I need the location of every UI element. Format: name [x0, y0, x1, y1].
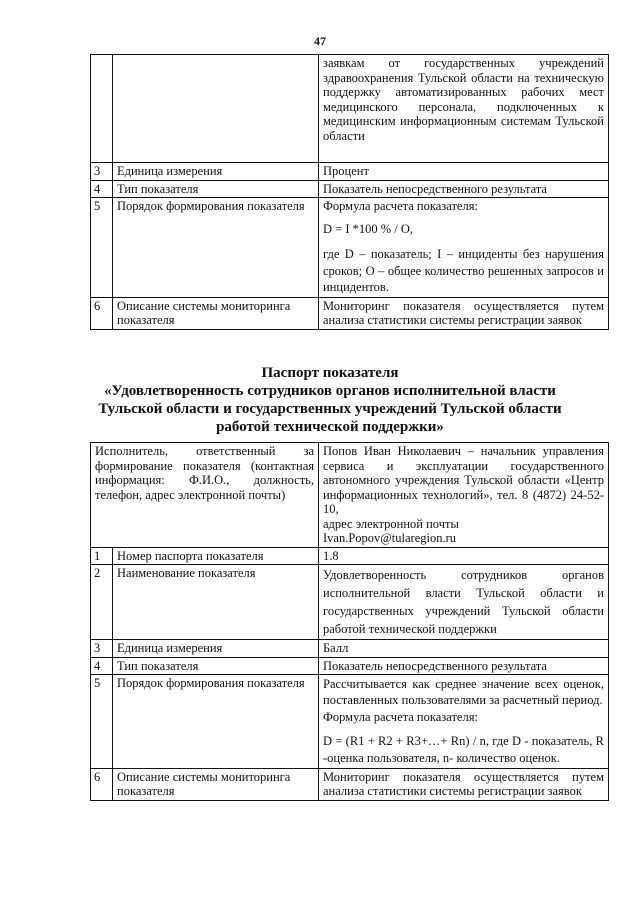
row-label: Описание системы мониторинга показателя — [113, 768, 319, 800]
table-row — [91, 768, 609, 800]
row-number: 6 — [91, 768, 113, 800]
calculation-description: Рассчитывается как среднее значение всех оценок, поставленных пользователями за расчетный период. — [323, 677, 604, 707]
row-number: 4 — [91, 657, 113, 675]
page-number: 47 — [314, 34, 326, 48]
formula-intro: Формула расчета показателя: — [323, 199, 478, 213]
table-row — [91, 198, 609, 298]
table-row — [91, 55, 609, 163]
row-label: Единица измерения — [113, 163, 319, 181]
table-row — [91, 163, 609, 181]
table-row — [91, 547, 609, 565]
row-number: 4 — [91, 180, 113, 198]
row-value: Показатель непосредственного результата — [319, 180, 609, 198]
row-value: Показатель непосредственного результата — [319, 657, 609, 675]
formula-explanation: где D – показатель; I – инциденты без нарушения сроков; O – общее количество решенных запросов и инцидентов. — [323, 247, 604, 294]
passport-heading — [70, 364, 590, 436]
row-label-cell — [113, 55, 319, 163]
row-number: 1 — [91, 547, 113, 565]
heading-line: «Удовлетворенность сотрудников органов исполнительной власти — [104, 383, 556, 399]
executor-value: Попов Иван Николаевич – начальник управления сервиса и эксплуатации государственного автономного учреждения Тульской области «Центр информационных технологий», тел. 8 (4872) 24-52-10, — [323, 444, 604, 516]
row-value-cell: заявкам от государственных учреждений здравоохранения Тульской области на техническую поддержку автоматизированных рабочих мест медицинского персонала, подключенных к медицинским информационным системам Тульской области — [319, 55, 609, 163]
row-number-cell — [91, 55, 113, 163]
row-label: Порядок формирования показателя — [113, 198, 319, 298]
row-value-cell — [319, 675, 609, 769]
formula: D = (R1 + R2 + R3+…+ Rn) / n, где D - показатель, R -оценка пользователя, n- количество оценок. — [323, 733, 604, 765]
heading-line: Тульской области и государственных учреждений Тульской области — [98, 401, 562, 417]
table-row — [91, 657, 609, 675]
row-label: Номер паспорта показателя — [113, 547, 319, 565]
table-row — [91, 180, 609, 198]
row-value-cell — [319, 198, 609, 298]
table-row — [91, 565, 609, 640]
row-number: 2 — [91, 565, 113, 640]
executor-cell — [319, 443, 609, 548]
row-value: Мониторинг показателя осуществляется путем анализа статистики системы регистрации заявок — [319, 297, 609, 329]
table-row — [91, 640, 609, 658]
row-number: 3 — [91, 163, 113, 181]
row-value: Балл — [319, 640, 609, 658]
table-row — [91, 675, 609, 769]
row-value: Процент — [319, 163, 609, 181]
row-label: Наименование показателя — [113, 565, 319, 640]
heading-line: работой технической поддержки» — [216, 419, 444, 435]
indicator-table-continued — [90, 54, 609, 330]
row-value: Мониторинг показателя осуществляется путем анализа статистики системы регистрации заявок — [319, 768, 609, 800]
row-label: Тип показателя — [113, 180, 319, 198]
executor-label: Исполнитель, ответственный за формирование показателя (контактная информация: Ф.И.О., должность, телефон, адрес электронной почты) — [91, 443, 319, 548]
row-number: 6 — [91, 297, 113, 329]
row-label: Единица измерения — [113, 640, 319, 658]
indicator-passport-table — [90, 442, 609, 801]
table-row — [91, 443, 609, 548]
row-number: 5 — [91, 675, 113, 769]
row-label: Описание системы мониторинга показателя — [113, 297, 319, 329]
heading-line: Паспорт показателя — [261, 365, 399, 381]
row-label: Порядок формирования показателя — [113, 675, 319, 769]
row-label: Тип показателя — [113, 657, 319, 675]
email-address: Ivan.Popov@tularegion.ru — [323, 531, 457, 545]
row-value: Удовлетворенность сотрудников органов исполнительной власти Тульской области и государственных учреждений Тульской области работой технической поддержки — [319, 565, 609, 640]
table-row — [91, 297, 609, 329]
row-value: 1.8 — [319, 547, 609, 565]
email-label: адрес электронной почты — [323, 516, 459, 531]
row-number: 3 — [91, 640, 113, 658]
formula-intro: Формула расчета показателя: — [323, 710, 478, 724]
formula: D = I *100 % / O, — [323, 221, 414, 236]
row-number: 5 — [91, 198, 113, 298]
